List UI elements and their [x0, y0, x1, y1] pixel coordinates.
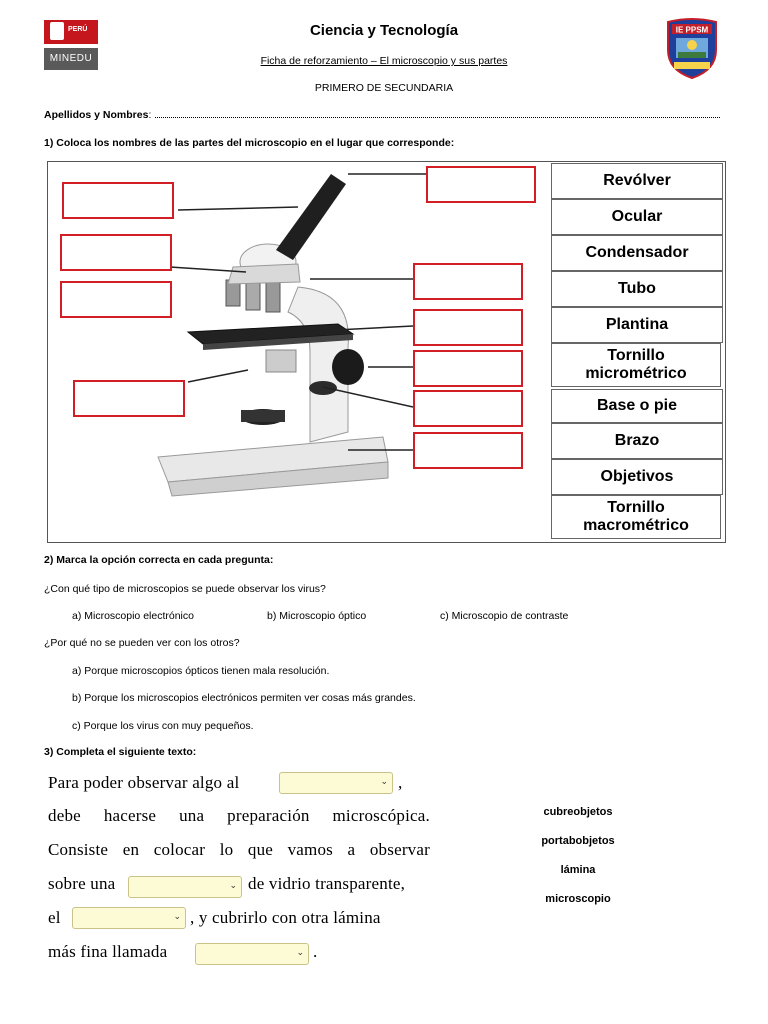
- fill-text-line-6a: más fina llamada: [48, 942, 168, 961]
- word-bank-label: Brazo: [614, 432, 660, 449]
- word-bank-brazo[interactable]: [551, 423, 723, 459]
- word-bank-label: Ocular: [611, 208, 663, 225]
- word-option-microscopio[interactable]: microscopio: [545, 893, 611, 905]
- label-blank-8[interactable]: [73, 380, 185, 417]
- label-blank-2[interactable]: [426, 166, 536, 203]
- word-bank-tornillo-macrometrico[interactable]: [551, 495, 721, 539]
- label-blank-5[interactable]: [413, 263, 523, 300]
- word-bank-objetivos[interactable]: [551, 459, 723, 495]
- select-blank-4[interactable]: [195, 943, 309, 965]
- page-title: Ciencia y Tecnología: [309, 22, 459, 39]
- chevron-down-icon: ⌄: [296, 947, 304, 957]
- word-option-portaobjetos[interactable]: portabobjetos: [541, 835, 615, 847]
- word-bank-tubo[interactable]: [551, 271, 723, 307]
- word-bank-condensador[interactable]: [551, 235, 723, 271]
- word-bank-label: Revólver: [603, 172, 671, 189]
- peru-label: PERÚ: [68, 26, 88, 33]
- fill-text-line-4b: de vidrio transparente,: [248, 874, 406, 893]
- word-bank-label: Base o pie: [596, 397, 678, 414]
- fill-text-line-4a: sobre una: [48, 874, 116, 893]
- q1-option-c[interactable]: c) Microscopio de contraste: [440, 610, 569, 622]
- section3-heading: 3) Completa el siguiente texto:: [44, 746, 197, 758]
- fill-text-line-1a: Para poder observar algo al: [48, 773, 240, 792]
- word-option-cubreobjetos[interactable]: cubreobjetos: [543, 806, 613, 818]
- q1-option-b[interactable]: b) Microscopio óptico: [267, 610, 367, 622]
- word-option-lamina[interactable]: lámina: [560, 864, 596, 876]
- select-blank-3[interactable]: [72, 907, 186, 929]
- fill-text-line-5b: , y cubrirlo con otra lámina: [190, 908, 381, 927]
- select-blank-2[interactable]: [128, 876, 242, 898]
- crest-text: IE PPSM: [675, 25, 709, 35]
- section1-heading: 1) Coloca los nombres de las partes del microscopio en el lugar que corresponde:: [44, 137, 455, 149]
- q2-option-a[interactable]: a) Porque microscopios ópticos tienen mala resolución.: [72, 665, 330, 677]
- label-blank-10[interactable]: [413, 432, 523, 469]
- select-blank-1[interactable]: [279, 772, 393, 794]
- names-label: Apellidos y Nombres: [44, 109, 149, 121]
- names-colon: :: [148, 109, 152, 121]
- label-blank-1[interactable]: [62, 182, 174, 219]
- word-bank-label: Tornillo micrométrico: [585, 347, 687, 382]
- word-bank-label: Condensador: [585, 244, 689, 261]
- word-bank-label: Objetivos: [600, 468, 674, 485]
- word-bank-revolver[interactable]: [551, 163, 723, 199]
- word-bank-tornillo-micrometrico[interactable]: [551, 343, 721, 387]
- q2-option-c[interactable]: c) Porque los virus con muy pequeños.: [72, 720, 254, 732]
- names-line: [44, 109, 720, 121]
- page-subtitle: Ficha de reforzamiento – El microscopio y sus partes: [260, 55, 508, 67]
- word-bank-label: Plantina: [605, 316, 669, 333]
- chevron-down-icon: ⌄: [380, 776, 388, 786]
- names-fill-line[interactable]: [155, 109, 720, 118]
- word-bank-ocular[interactable]: [551, 199, 723, 235]
- word-bank-plantina[interactable]: [551, 307, 723, 343]
- label-blank-4[interactable]: [60, 281, 172, 318]
- q1-option-a[interactable]: a) Microscopio electrónico: [72, 610, 194, 622]
- label-blank-6[interactable]: [413, 309, 523, 346]
- chevron-down-icon: ⌄: [229, 880, 237, 890]
- label-blank-7[interactable]: [413, 350, 523, 387]
- question-1: ¿Con qué tipo de microscopios se puede observar los virus?: [44, 583, 326, 595]
- fill-text-line-3: Consiste en colocar lo que vamos a observar: [48, 840, 430, 859]
- q2-option-b[interactable]: b) Porque los microscopios electrónicos permiten ver cosas más grandes.: [72, 692, 416, 704]
- microscope-figure: [47, 161, 726, 543]
- fill-text-line-6b: .: [313, 942, 318, 961]
- word-bank-label: Tornillo macrométrico: [583, 499, 689, 534]
- label-blank-3[interactable]: [60, 234, 172, 271]
- label-blank-9[interactable]: [413, 390, 523, 427]
- grade-label: PRIMERO DE SECUNDARIA: [314, 82, 454, 94]
- fill-text-line-1b: ,: [398, 773, 403, 792]
- section2-heading: 2) Marca la opción correcta en cada pregunta:: [44, 554, 274, 566]
- fill-text-line-2: debe hacerse una preparación microscópica.: [48, 806, 430, 825]
- fill-text-line-5a: el: [48, 908, 61, 927]
- word-bank-label: Tubo: [618, 280, 656, 297]
- chevron-down-icon: ⌄: [173, 911, 181, 921]
- minedu-label: MINEDU: [44, 48, 98, 70]
- word-bank-base-o-pie[interactable]: [551, 389, 723, 423]
- question-2: ¿Por qué no se pueden ver con los otros?: [44, 637, 240, 649]
